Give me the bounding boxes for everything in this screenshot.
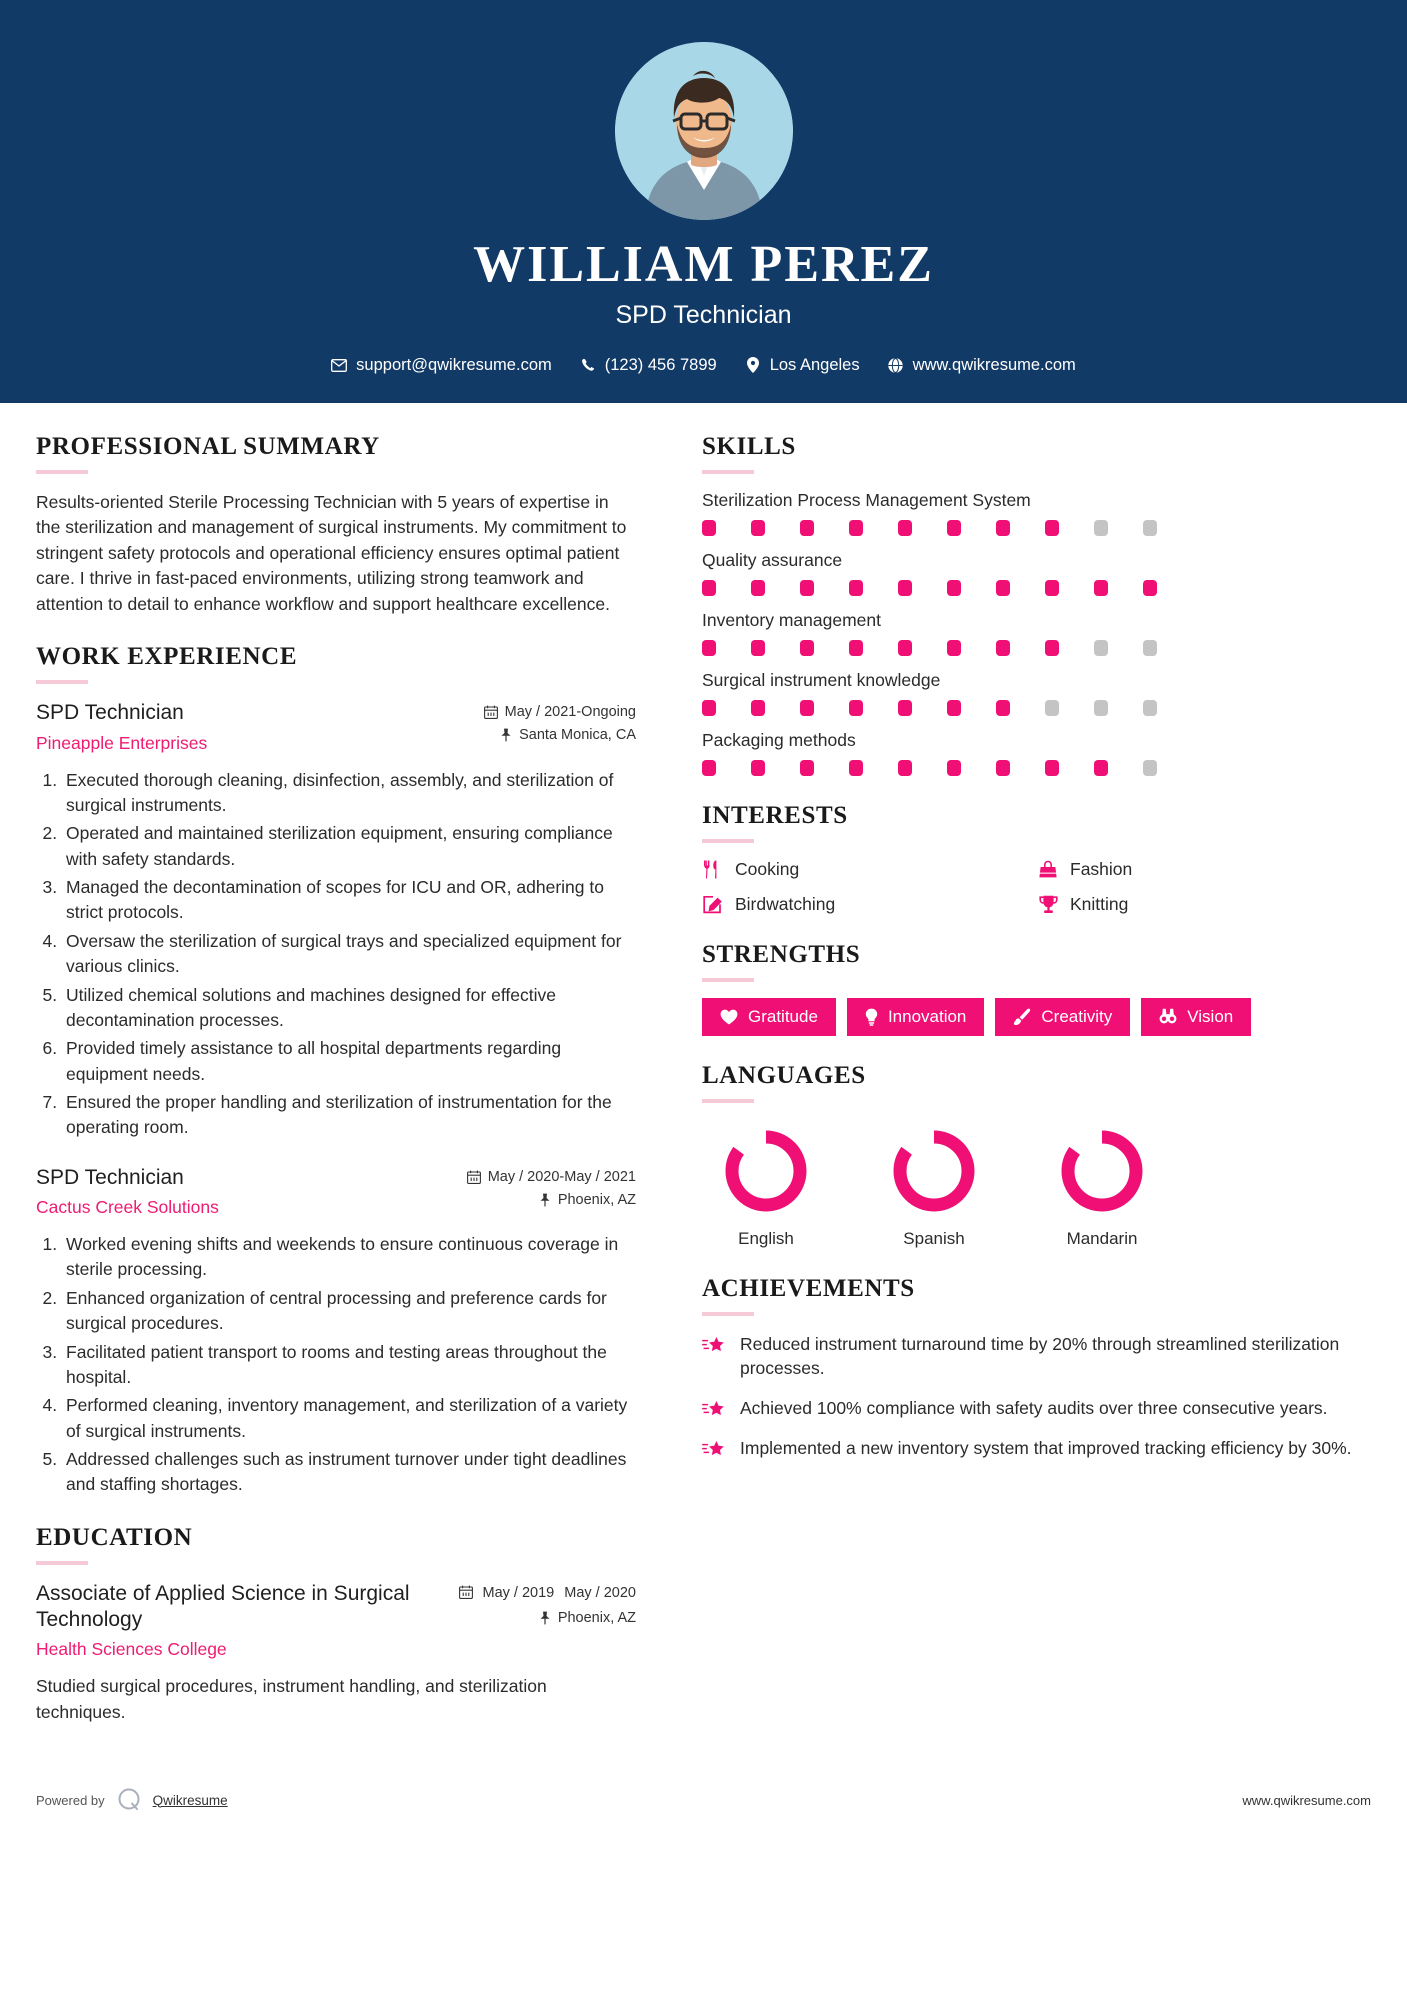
skill-dot bbox=[751, 640, 765, 656]
interest-item bbox=[702, 859, 1027, 880]
education-location-text: Phoenix, AZ bbox=[557, 1609, 636, 1626]
skill-row bbox=[702, 610, 1362, 656]
work-entry-main bbox=[36, 700, 470, 753]
skill-dot bbox=[947, 520, 961, 536]
strength-badge-vision bbox=[1141, 998, 1251, 1036]
job-role: SPD Technician bbox=[36, 1165, 184, 1189]
left-column bbox=[36, 433, 636, 1751]
skill-row bbox=[702, 670, 1362, 716]
strength-badge-innovation bbox=[847, 998, 984, 1036]
language-item bbox=[1038, 1125, 1166, 1249]
languages-heading: LANGUAGES bbox=[702, 1061, 866, 1089]
skill-dot bbox=[1143, 640, 1157, 656]
right-column bbox=[672, 433, 1362, 1488]
interest-item bbox=[1037, 894, 1362, 915]
achievements-heading: ACHIEVEMENTS bbox=[702, 1274, 915, 1302]
avatar-photo-icon bbox=[615, 42, 793, 220]
list-item: 5. Addressed challenges such as instrument turnover under tight deadlines and staffing shortages. bbox=[62, 1447, 636, 1498]
summary-text: Results-oriented Sterile Processing Technician with 5 years of expertise in the sterilization and management of surgical instruments. My commitment to stringent safety protocols and operational efficiency ensures optimal patient care. I thrive in fast-paced environments, utilizing strong teamwork and attention to detail to enhance workflow and support healthcare excellence. bbox=[36, 491, 627, 614]
contact-phone-text: (123) 456 7899 bbox=[604, 355, 717, 374]
section-divider bbox=[36, 1561, 88, 1565]
achievement-item bbox=[702, 1436, 1362, 1461]
contact-email[interactable] bbox=[331, 356, 552, 375]
skill-dot bbox=[1143, 760, 1157, 776]
section-divider bbox=[36, 470, 88, 474]
handbag-icon bbox=[1037, 860, 1059, 878]
shooting-star-icon bbox=[702, 1396, 728, 1421]
strength-label: Creativity bbox=[1041, 1006, 1113, 1026]
language-progress-ring bbox=[720, 1125, 812, 1217]
contact-location bbox=[745, 356, 860, 375]
job-organization: Pineapple Enterprises bbox=[36, 732, 208, 753]
skill-dot bbox=[947, 640, 961, 656]
skill-dot bbox=[1045, 520, 1059, 536]
strength-label: Gratitude bbox=[748, 1006, 818, 1026]
strength-label: Vision bbox=[1187, 1006, 1234, 1026]
qwikresume-logo-icon bbox=[116, 1787, 142, 1813]
job-dates-text: May / 2020-May / 2021 bbox=[487, 1168, 636, 1185]
skill-dot bbox=[800, 580, 814, 596]
interests-grid bbox=[702, 859, 1362, 915]
section-divider bbox=[702, 978, 754, 982]
education-description: Studied surgical procedures, instrument handling, and sterilization techniques. bbox=[36, 1676, 547, 1722]
skill-dot bbox=[996, 700, 1010, 716]
skill-dot bbox=[898, 760, 912, 776]
heart-icon bbox=[720, 1009, 738, 1025]
work-entry bbox=[36, 1165, 636, 1498]
interest-label: Cooking bbox=[735, 858, 800, 879]
education-entry-meta bbox=[459, 1581, 637, 1633]
skill-label: Sterilization Process Management System bbox=[702, 489, 1031, 510]
language-label: Mandarin bbox=[1066, 1228, 1138, 1248]
skill-dot bbox=[898, 580, 912, 596]
skill-dot bbox=[751, 760, 765, 776]
summary-heading: PROFESSIONAL SUMMARY bbox=[36, 432, 380, 460]
skill-dot bbox=[1045, 580, 1059, 596]
interest-label: Birdwatching bbox=[735, 893, 836, 914]
skill-dot bbox=[1094, 760, 1108, 776]
binoculars-icon bbox=[1159, 1008, 1177, 1026]
contact-phone[interactable] bbox=[580, 356, 717, 375]
skill-row bbox=[702, 730, 1362, 776]
list-item: 3. Facilitated patient transport to rooms and testing areas throughout the hospital. bbox=[62, 1340, 636, 1391]
list-item: 3. Managed the decontamination of scopes for ICU and OR, adhering to strict protocols. bbox=[62, 875, 636, 926]
skill-dot bbox=[849, 700, 863, 716]
lightbulb-icon bbox=[865, 1008, 878, 1026]
section-interests bbox=[702, 802, 1362, 915]
job-dates-text: May / 2021-Ongoing bbox=[504, 704, 636, 721]
strength-label: Innovation bbox=[887, 1006, 967, 1026]
language-label: Spanish bbox=[903, 1228, 965, 1248]
job-bullets bbox=[36, 1232, 636, 1498]
language-progress-ring bbox=[1056, 1125, 1148, 1217]
envelope-icon bbox=[331, 357, 347, 373]
contact-row bbox=[0, 356, 1407, 375]
avatar bbox=[615, 42, 793, 220]
page-title: WILLIAM PEREZ bbox=[473, 236, 934, 293]
list-item: 2. Operated and maintained sterilization equipment, ensuring compliance with safety standards. bbox=[62, 821, 636, 872]
pencil-square-icon bbox=[702, 895, 724, 914]
skill-label: Quality assurance bbox=[702, 549, 843, 570]
pushpin-icon bbox=[539, 1193, 551, 1207]
list-item: 6. Provided timely assistance to all hospital departments regarding equipment needs. bbox=[62, 1036, 636, 1087]
skill-dot bbox=[898, 640, 912, 656]
work-entry-header bbox=[36, 1165, 636, 1218]
skill-label: Inventory management bbox=[702, 609, 881, 630]
section-divider bbox=[702, 1312, 754, 1316]
job-location bbox=[484, 727, 636, 743]
skill-dot bbox=[849, 580, 863, 596]
trophy-icon bbox=[1037, 895, 1059, 914]
skill-row bbox=[702, 550, 1362, 596]
calendar-icon bbox=[467, 1170, 481, 1184]
skill-row bbox=[702, 490, 1362, 536]
resume-header bbox=[0, 0, 1407, 403]
skill-dot bbox=[1094, 520, 1108, 536]
strengths-list bbox=[702, 998, 1362, 1036]
skills-heading: SKILLS bbox=[702, 432, 796, 460]
skill-rating bbox=[702, 640, 1362, 656]
skill-dot bbox=[947, 580, 961, 596]
school-name: Health Sciences College bbox=[36, 1639, 227, 1660]
powered-by-label: Powered by bbox=[36, 1792, 105, 1808]
list-item: 7. Ensured the proper handling and sterilization of instrumentation for the operating room. bbox=[62, 1090, 636, 1141]
education-entry-header bbox=[36, 1581, 636, 1661]
skill-dot bbox=[849, 520, 863, 536]
fork-knife-icon bbox=[702, 860, 724, 879]
strength-badge-creativity bbox=[995, 998, 1130, 1036]
skill-dot bbox=[1045, 640, 1059, 656]
education-entry-main bbox=[36, 1581, 445, 1661]
job-location-text: Santa Monica, CA bbox=[519, 727, 636, 744]
globe-icon bbox=[888, 357, 904, 373]
contact-website[interactable] bbox=[888, 356, 1076, 375]
work-entry-header bbox=[36, 700, 636, 753]
skill-dot bbox=[898, 520, 912, 536]
skill-dot bbox=[996, 580, 1010, 596]
list-item: 4. Performed cleaning, inventory management, and sterilization of a variety of surgical instruments. bbox=[62, 1393, 636, 1444]
section-strengths bbox=[702, 941, 1362, 1036]
list-item: 1. Worked evening shifts and weekends to ensure continuous coverage in sterile processing. bbox=[62, 1232, 636, 1283]
job-location-text: Phoenix, AZ bbox=[557, 1191, 636, 1208]
skill-rating bbox=[702, 760, 1362, 776]
strength-badge-gratitude bbox=[702, 998, 836, 1036]
education-date-start: May / 2019 bbox=[482, 1585, 555, 1602]
degree-title: Associate of Applied Science in Surgical Technology bbox=[36, 1581, 410, 1632]
skill-label: Surgical instrument knowledge bbox=[702, 669, 941, 690]
skill-dot bbox=[702, 760, 716, 776]
education-location bbox=[459, 1610, 637, 1626]
skill-dot bbox=[800, 760, 814, 776]
skill-dot bbox=[702, 580, 716, 596]
list-item: 4. Oversaw the sterilization of surgical trays and specialized equipment for various clinics. bbox=[62, 929, 636, 980]
shooting-star-icon bbox=[702, 1332, 728, 1357]
work-experience-heading: WORK EXPERIENCE bbox=[36, 643, 298, 671]
achievement-text: Reduced instrument turnaround time by 20% through streamlined sterilization processes. bbox=[740, 1333, 1340, 1379]
interest-label: Knitting bbox=[1070, 893, 1129, 914]
resume-footer bbox=[0, 1769, 1407, 1835]
skill-dot bbox=[751, 580, 765, 596]
languages-list bbox=[702, 1119, 1362, 1249]
skill-dot bbox=[996, 640, 1010, 656]
skill-dot bbox=[1143, 700, 1157, 716]
section-professional-summary bbox=[36, 433, 636, 618]
section-divider bbox=[702, 839, 754, 843]
language-label: English bbox=[738, 1228, 794, 1248]
skill-dot bbox=[702, 640, 716, 656]
skill-dot bbox=[751, 700, 765, 716]
skill-dot bbox=[800, 700, 814, 716]
section-skills bbox=[702, 433, 1362, 776]
footer-branding bbox=[36, 1787, 228, 1813]
location-pin-icon bbox=[745, 357, 761, 373]
pushpin-icon bbox=[500, 728, 512, 742]
interest-item bbox=[702, 894, 1027, 915]
work-entry-meta bbox=[484, 700, 636, 750]
achievement-text: Implemented a new inventory system that improved tracking efficiency by 30%. bbox=[740, 1438, 1352, 1459]
section-divider bbox=[702, 470, 754, 474]
contact-email-text: support@qwikresume.com bbox=[356, 355, 552, 374]
skill-dot bbox=[1094, 700, 1108, 716]
skill-dot bbox=[996, 520, 1010, 536]
job-organization: Cactus Creek Solutions bbox=[36, 1197, 219, 1218]
section-education bbox=[36, 1524, 636, 1725]
resume-body bbox=[0, 403, 1407, 1751]
section-languages bbox=[702, 1062, 1362, 1249]
list-item: 1. Executed thorough cleaning, disinfection, assembly, and sterilization of surgical instruments. bbox=[62, 768, 636, 819]
skill-dot bbox=[849, 760, 863, 776]
pushpin-icon bbox=[539, 1611, 551, 1625]
strengths-heading: STRENGTHS bbox=[702, 940, 861, 968]
job-bullets bbox=[36, 768, 636, 1141]
contact-website-text: www.qwikresume.com bbox=[912, 355, 1076, 374]
skill-dot bbox=[751, 520, 765, 536]
skill-rating bbox=[702, 580, 1362, 596]
phone-icon bbox=[580, 357, 596, 373]
job-location bbox=[467, 1192, 636, 1208]
paintbrush-icon bbox=[1013, 1008, 1031, 1026]
skill-dot bbox=[1094, 580, 1108, 596]
skill-dot bbox=[898, 700, 912, 716]
section-divider bbox=[702, 1099, 754, 1103]
education-dates bbox=[459, 1585, 637, 1603]
language-item bbox=[702, 1125, 830, 1249]
job-role: SPD Technician bbox=[36, 701, 184, 725]
job-dates bbox=[467, 1169, 636, 1185]
header-job-title: SPD Technician bbox=[615, 300, 792, 329]
education-date-end: May / 2020 bbox=[564, 1585, 636, 1602]
language-item bbox=[870, 1125, 998, 1249]
calendar-icon bbox=[459, 1585, 473, 1603]
list-item: 5. Utilized chemical solutions and machines designed for effective decontamination processes. bbox=[62, 983, 636, 1034]
section-work-experience bbox=[36, 643, 636, 1498]
list-item: 2. Enhanced organization of central processing and preference cards for surgical procedures. bbox=[62, 1286, 636, 1337]
calendar-icon bbox=[484, 705, 498, 719]
education-heading: EDUCATION bbox=[36, 1523, 193, 1551]
interests-heading: INTERESTS bbox=[702, 801, 848, 829]
skill-dot bbox=[702, 520, 716, 536]
achievement-item bbox=[702, 1332, 1362, 1382]
achievement-item bbox=[702, 1396, 1362, 1421]
skill-dot bbox=[947, 700, 961, 716]
skill-rating bbox=[702, 700, 1362, 716]
section-achievements bbox=[702, 1275, 1362, 1462]
contact-location-text: Los Angeles bbox=[769, 355, 860, 374]
work-entry-main bbox=[36, 1165, 453, 1218]
skill-dot bbox=[800, 640, 814, 656]
skill-dot bbox=[849, 640, 863, 656]
footer-website[interactable]: www.qwikresume.com bbox=[1242, 1792, 1371, 1808]
skill-dot bbox=[1143, 520, 1157, 536]
achievement-text: Achieved 100% compliance with safety audits over three consecutive years. bbox=[740, 1398, 1328, 1419]
skill-rating bbox=[702, 520, 1362, 536]
skill-dot bbox=[1045, 700, 1059, 716]
skill-dot bbox=[996, 760, 1010, 776]
interest-item bbox=[1037, 859, 1362, 880]
language-progress-ring bbox=[888, 1125, 980, 1217]
skill-dot bbox=[702, 700, 716, 716]
skill-dot bbox=[1045, 760, 1059, 776]
work-entry bbox=[36, 700, 636, 1141]
shooting-star-icon bbox=[702, 1436, 728, 1461]
interest-label: Fashion bbox=[1070, 858, 1133, 879]
work-entry-meta bbox=[467, 1165, 636, 1215]
qwikresume-link[interactable]: Qwikresume bbox=[152, 1792, 228, 1808]
skill-dot bbox=[947, 760, 961, 776]
skill-dot bbox=[1143, 580, 1157, 596]
skill-label: Packaging methods bbox=[702, 729, 856, 750]
section-divider bbox=[36, 680, 88, 684]
skill-dot bbox=[800, 520, 814, 536]
job-dates bbox=[484, 704, 636, 720]
education-entry bbox=[36, 1581, 636, 1725]
skill-dot bbox=[1094, 640, 1108, 656]
